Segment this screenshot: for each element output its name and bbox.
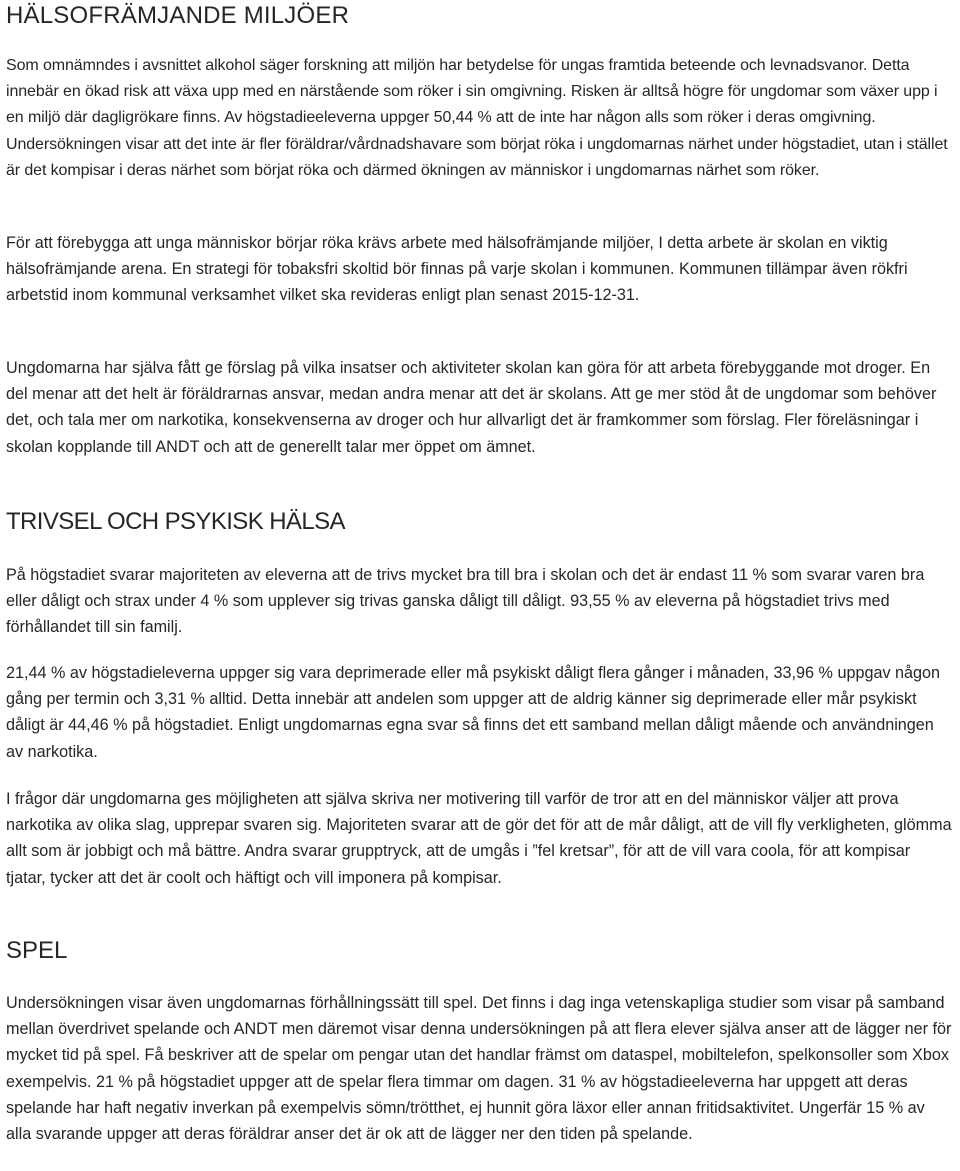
paragraph-spel-1: Undersökningen visar även ungdomarnas förhållningssätt till spel. Det finns i dag inga vetenskapliga studier som visar på samband mellan överdrivet spelande och ANDT men däremot visar denna undersökningen på att flera elever själva anser att de lägger ner för mycket tid på spel. Få beskriver att de spelar om pengar utan det handlar främst om dataspel, mobiltelefon, spelkonsoller som Xbox exempelvis. 21 % på högstadiet uppger att de spelar flera timmar om dagen. 31 % av högstadieeleverna har uppgett att deras spelande har haft negativ inverkan på exempelvis sömn/trötthet, ej hunnit göra läxor eller annan fritidsaktivitet. Ungerfär 15 % av alla svarande uppger att deras föräldrar anser det är ok att de lägger ner den tiden på spelande. (6, 994, 952, 1144)
paragraph-halsoframjande-2: För att förebygga att unga människor börjar röka krävs arbete med hälsofrämjande miljöer, I detta arbete är skolan en viktig hälsofrämjande arena. En strategi för tobaksfri skoltid bör finnas på varje skolan i kommunen. Kommunen tillämpar även rökfri arbetstid inom kommunal verksamhet vilket ska revideras enligt plan senast 2015-12-31. (6, 234, 908, 305)
paragraph-trivsel-1: På högstadiet svarar majoriteten av eleverna att de trivs mycket bra till bra i skolan och det är endast 11 % som svarar varen bra eller dåligt och strax under 4 % som upplever sig trivas ganska dåligt till dåligt. 93,55 % av eleverna på högstadiet trivs med förhållandet till sin familj. (6, 566, 925, 637)
heading-spel: SPEL (6, 937, 68, 964)
paragraph-halsoframjande-3: Ungdomarna har själva fått ge förslag på vilka insatser och aktiviteter skolan kan göra för att arbeta förebyggande mot droger. En del menar att det helt är föräldrarnas ansvar, medan andra menar att det är skolans. Att ge mer stöd åt de ungdomar som behöver det, och tala mer om narkotika, konsekvenserna av droger och hur allvarligt det är framkommer som förslag. Fler föreläsningar i skolan kopplande till ANDT och att de generellt talar mer öppet om ämnet. (6, 359, 937, 456)
heading-halsoframjande-miljoer: HÄLSOFRÄMJANDE MILJÖER (6, 2, 350, 29)
paragraph-trivsel-2: 21,44 % av högstadieleverna uppger sig vara deprimerade eller må psykiskt dåligt flera gånger i månaden, 33,96 % uppgav någon gång per termin och 3,31 % alltid. Detta innebär att andelen som uppger att de aldrig känner sig deprimerade eller mår psykiskt dåligt är 44,46 % på högstadiet. Enligt ungdomarnas egna svar så finns det ett samband mellan dåligt mående och användningen av narkotika. (6, 664, 941, 761)
paragraph-trivsel-3: I frågor där ungdomarna ges möjligheten att själva skriva ner motivering till varför de tror att en del människor väljer att prova narkotika av olika slag, upprepar svaren sig. Majoriteten svarar att de gör det för att de mår dåligt, att de vill fly verkligheten, glömma allt som är jobbigt och må bättre. Andra svarar grupptryck, att de umgås i ”fel kretsar”, för att de vill vara coola, för att kompisar tjatar, tycker att det är coolt och häftigt och vill imponera på kompisar. (6, 790, 952, 887)
paragraph-halsoframjande-1: Som omnämndes i avsnittet alkohol säger forskning att miljön har betydelse för ungas framtida beteende och levnadsvanor. Detta innebär en ökad risk att växa upp med en närstående som röker i sin omgivning. Risken är alltså högre för ungdomar som växer upp i en miljö där dagligrökare finns. Av högstadieeleverna uppger 50,44 % att de inte har någon alls som röker i deras omgivning. Undersökningen visar att det inte är fler föräldrar/vårdnadshavare som börjat röka i ungdomarnas närhet under högstadiet, utan i stället är det kompisar i deras närhet som börjat röka och därmed ökningen av människor i ungdomarnas närhet som röker. (6, 57, 948, 179)
heading-trivsel-psykisk-halsa: TRIVSEL OCH PSYKISK HÄLSA (6, 508, 345, 535)
